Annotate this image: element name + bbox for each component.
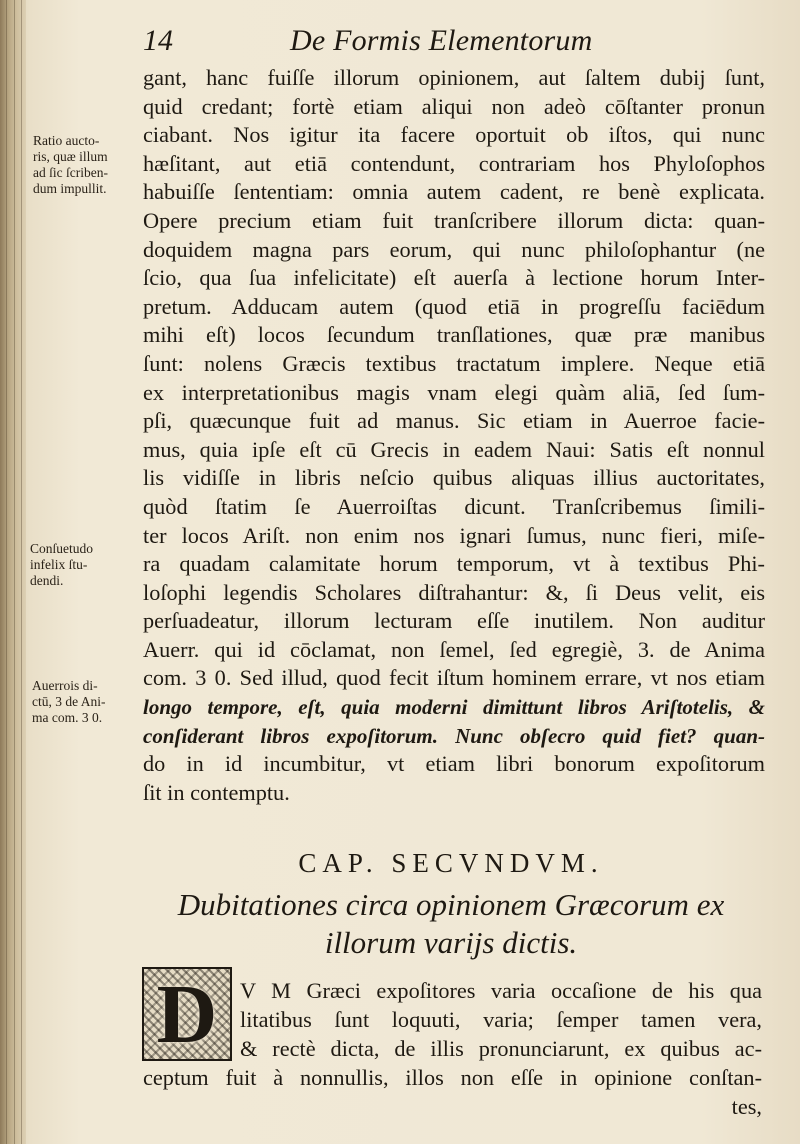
sidenote-line: ad ſic ſcriben- [33,165,108,180]
text-line: doquidem magna pars eorum, qui nunc philoſophantur (ne [143,236,765,262]
quoted-text-line: conſiderant libros expoſitorum. Nunc obſecro quid fiet? quan- [143,723,765,748]
chapter-body-text [240,976,762,1063]
text-line: ſit in contemptu. [143,779,290,805]
text-line: do in id incumbitur, vt etiam libri bonorum expoſitorum [143,751,765,777]
quoted-text-line: longo tempore, eſt, quia moderni dimittunt libros Ariſtotelis, & [143,695,765,720]
running-title: De Formis Elementorum [290,24,593,57]
text-line: & rectè dicta, de illis pronunciarunt, ex quibus ac- [240,1036,762,1061]
text-line: pretum. Adducam autem (quod etiā in progreſſu faciēdum [143,293,765,319]
catchword: tes, [731,1094,762,1119]
text-line: Auerr. qui id cōclamat, non ſemel, ſed egregiè, 3. de Anima [143,636,765,662]
chapter-subtitle-line: Dubitationes circa opinionem Græcorum ex [177,887,725,922]
sidenote-line: ma com. 3 0. [32,710,103,725]
text-line: perſuadeatur, illorum lecturam eſſe inutilem. Non auditur [143,608,765,634]
text-line: V M Græci expoſitores varia occaſione de his qua [240,978,762,1003]
sidenote-auerrois-dictum [32,678,106,726]
text-line: ſcio, qua ſua infelicitate) eſt auerſa à lectione horum Inter- [143,265,765,291]
binding-shadow-line [6,0,7,1144]
text-line: ciabant. Nos igitur ita facere oportuit ob iſtos, qui nunc [143,122,765,148]
main-body-text [143,64,765,807]
text-line: ex interpretationibus magis vnam elegi quàm aliā, ſed ſum- [143,379,765,405]
chapter-subtitle [140,886,762,962]
text-line: mihi eſt) locos ſecundum tranſlationes, quæ præ manibus [143,322,765,348]
text-line: quòd ſtatim ſe Auerroiſtas dicunt. Tranſcribemus ſimili- [143,493,765,519]
chapter-heading: CAP. SECVNDVM. [298,848,604,878]
sidenote-consuetudo [30,541,93,589]
sidenote-line: ctū, 3 de Ani- [32,694,106,709]
decorated-initial [142,967,232,1061]
text-line: ra quadam calamitate horum temporum, vt à textibus Phi- [143,551,765,577]
chapter-body-text-continued [143,1063,762,1092]
sidenote-line: dendi. [30,573,64,588]
text-line: quid credant; fortè etiam aliqui non adeò cōſtanter pronun [143,93,765,119]
sidenote-line: dum impullit. [33,181,107,196]
page-header [0,18,800,62]
book-binding [0,0,26,1144]
text-line: hæſitant, aut etiā contendunt, contrariam hos Phyloſophos [143,150,765,176]
sidenote-line: infelix ſtu- [30,557,88,572]
text-line: ter locos Ariſt. non enim nos ignari ſumus, nunc fieri, miſe- [143,522,765,548]
text-line: ceptum fuit à nonnullis, illos non eſſe in opinione conſtan- [143,1065,762,1090]
text-line: gant, hanc fuiſſe illorum opinionem, aut ſaltem dubij ſunt, [143,65,765,90]
initial-letter: D [156,968,218,1061]
text-line: habuiſſe ſententiam: omnia autem cadent, re benè explicata. [143,179,765,205]
sidenote-line: Ratio aucto- [33,133,100,148]
sidenote-line: Auerrois di- [32,678,98,693]
sidenote-ratio-auctoris [33,133,108,197]
text-line: Opere precium etiam fuit tranſcribere illorum dicta: quan- [143,207,765,233]
chapter-subtitle-line: illorum varijs dictis. [324,925,578,960]
text-line: pſi, quæcunque fuit ad manus. Sic etiam in Auerroe facie- [143,408,765,434]
sidenote-line: Conſuetudo [30,541,93,556]
text-line: litatibus ſunt loquuti, varia; ſemper tamen vera, [240,1007,762,1032]
text-line: lis vidiſſe in libris neſcio quibus aliquas illius auctoritates, [143,465,765,491]
binding-shadow-line [21,0,22,1144]
sidenote-line: ris, quæ illum [33,149,108,164]
text-line: mus, quia ipſe eſt cū Grecis in eadem Naui: Satis eſt nonnul [143,436,765,462]
text-line: ſunt: nolens Græcis textibus tractatum implere. Neque etiā [143,350,765,376]
text-line: loſophi legendis Scholares diſtrahantur: &, ſi Deus velit, eis [143,579,765,605]
binding-shadow-line [14,0,15,1144]
text-line: com. 3 0. Sed illud, quod fecit iſtum hominem errare, vt nos etiam [143,665,765,691]
page-number: 14 [143,24,173,57]
